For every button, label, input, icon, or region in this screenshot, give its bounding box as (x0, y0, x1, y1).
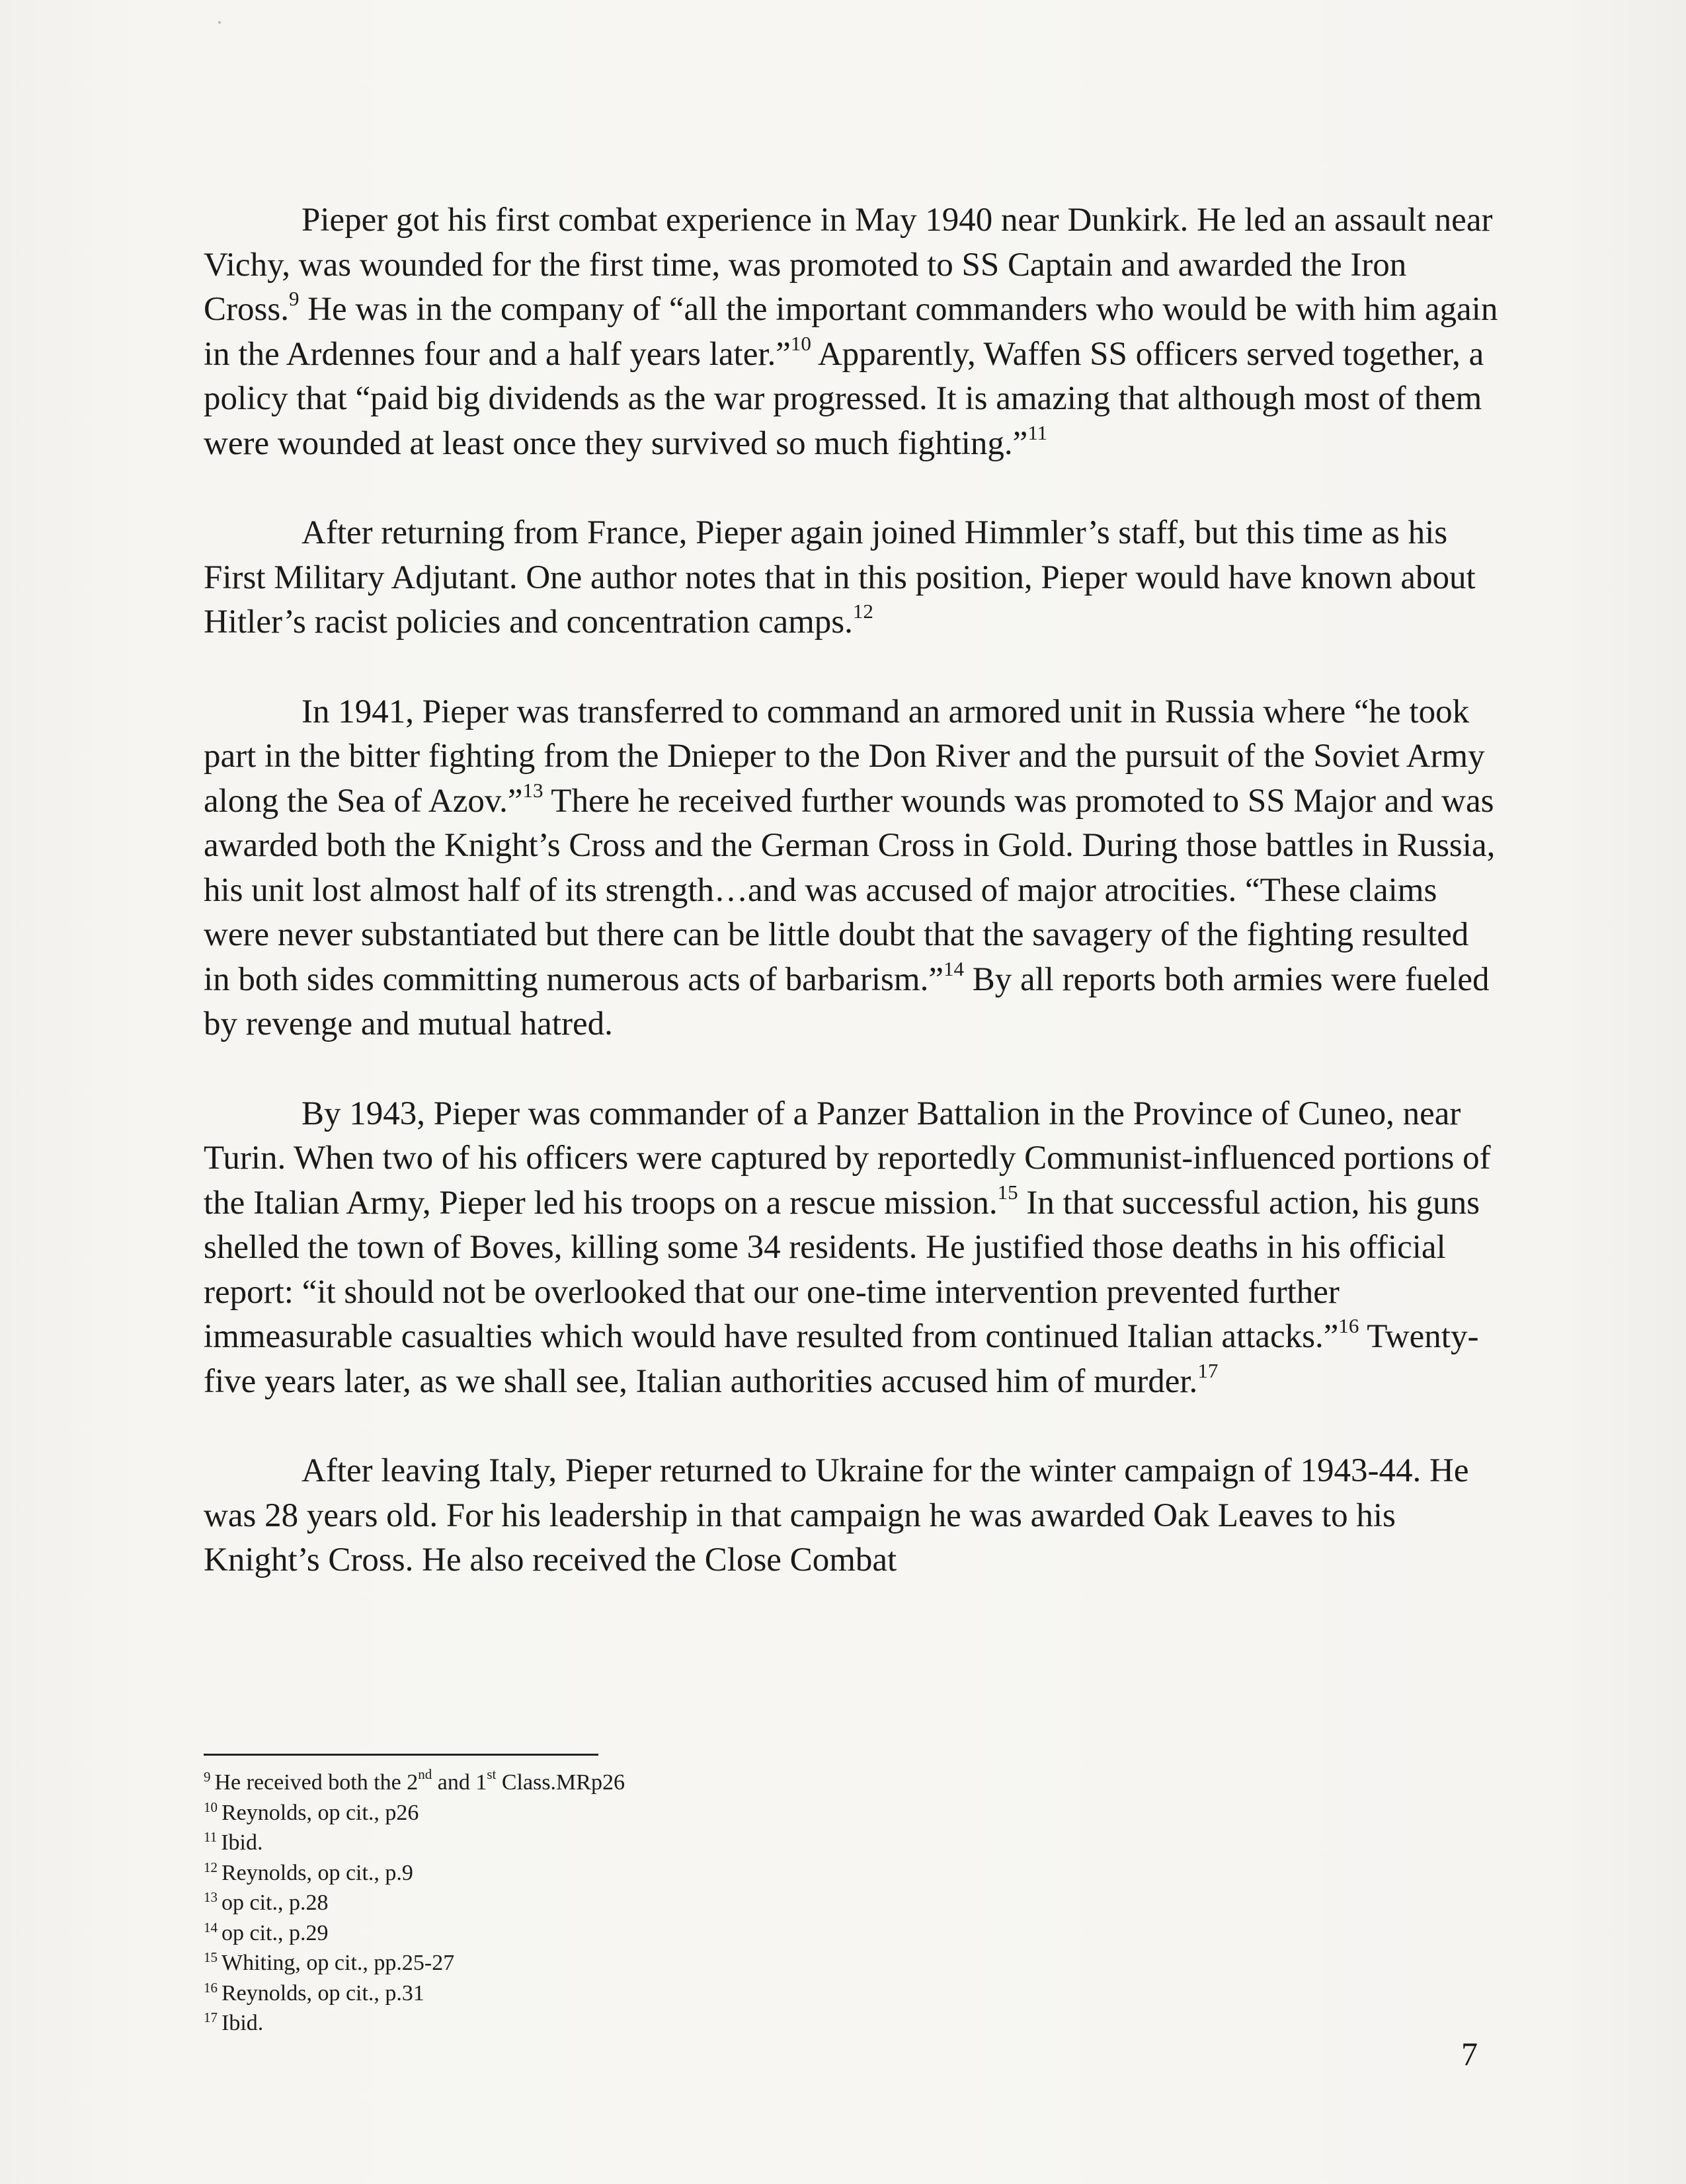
footnote-separator (204, 1754, 598, 1756)
footnote (204, 1920, 1195, 1950)
ordinal-suffix: st (487, 1766, 497, 1782)
footnote-text: Reynolds, op cit., p.31 (221, 1980, 424, 2006)
footnote-ref: 11 (1027, 420, 1048, 444)
footnote (204, 1799, 1195, 1830)
footnote (204, 1980, 1195, 2010)
footnote (204, 2009, 1195, 2040)
footnote (204, 1829, 1195, 1859)
paragraph-text: In 1941, Pieper was transferred to command an armored unit in Russia where “he took part in the bitter fighting from the Dnieper to the Don River and the pursuit of the Soviet Army along the Sea of Azov.” (204, 693, 1485, 820)
footnote-number: 9 (204, 1769, 211, 1785)
footnote (204, 1766, 1195, 1799)
footnote-number: 16 (204, 1979, 218, 1996)
footnote-number: 13 (204, 1889, 218, 1905)
paragraph-text: Apparently, Waffen SS officers served together, a policy that “paid big dividends as the war progressed. It is amazing that although most of them were wounded at least once they survived so much fighting.” (204, 335, 1484, 462)
footnote-number: 11 (204, 1829, 218, 1845)
footnote (204, 1889, 1195, 1920)
paragraph-text: Twenty-five years later, as we shall see, Italian authorities accused him of murder. (204, 1318, 1479, 1400)
footnote-ref: 9 (288, 287, 300, 310)
footnote-text: Class.MRp26 (496, 1770, 625, 1795)
footnote (204, 1859, 1195, 1890)
footnote-text: Whiting, op cit., pp.25-27 (221, 1951, 455, 1975)
footnote-ref: 17 (1197, 1358, 1219, 1382)
paragraph-text: By all reports both armies were fueled by revenge and mutual hatred. (204, 960, 1490, 1042)
body-text (204, 198, 1500, 1628)
scan-speck (218, 21, 221, 24)
footnote-ref: 12 (852, 600, 873, 623)
footnote-text: He received both the 2 (214, 1770, 419, 1795)
footnote-text: Reynolds, op cit., p26 (221, 1800, 419, 1825)
page-number: 7 (1461, 2035, 1478, 2072)
paragraph (204, 198, 1500, 466)
footnote-text: and 1 (432, 1770, 487, 1795)
ordinal-suffix: nd (418, 1766, 432, 1782)
footnote-text: op cit., p.28 (221, 1891, 329, 1915)
paragraph-text: After leaving Italy, Pieper returned to Ukraine for the winter campaign of 1943-44. He was 28 years old. For his leadership in that campaign he was awarded Oak Leaves to his Knight’s Cross. He also received the Close Combat (204, 1452, 1469, 1579)
paragraph-text: By 1943, Pieper was commander of a Panzer Battalion in the Province of Cuneo, near Turin. When two of his officers were captured by reportedly Communist-influenced portions of the Italian Army, Pieper led his troops on a rescue mission. (204, 1095, 1491, 1222)
footnote-ref: 13 (522, 778, 543, 802)
footnote-text: Ibid. (221, 2011, 264, 2035)
footnote-text: Ibid. (221, 1830, 263, 1855)
footnote-ref: 15 (997, 1180, 1018, 1204)
paragraph (204, 1092, 1500, 1405)
footnote-number: 10 (204, 1799, 218, 1815)
footnotes (204, 1766, 1195, 2040)
footnote-number: 15 (204, 1949, 218, 1965)
footnote-number: 12 (204, 1859, 218, 1875)
footnote-text: op cit., p.29 (221, 1920, 329, 1945)
paragraph-text: In that successful action, his guns shelled the town of Boves, killing some 34 residents. He justified those deaths in his official report: “it should not be overlooked that our one-time intervention prevented further immeasurable casualties which would have resulted from continued Italian attacks.” (204, 1184, 1480, 1355)
paragraph-text: After returning from France, Pieper again joined Himmler’s staff, but this time as his First Military Adjutant. One author notes that in this position, Pieper would have known about Hitler’s racist policies and concentration camps. (204, 514, 1476, 641)
footnote-text: Reynolds, op cit., p.9 (221, 1860, 413, 1885)
paragraph (204, 690, 1500, 1047)
footnote (204, 1949, 1195, 1980)
paragraph (204, 511, 1500, 645)
footnote-ref: 10 (790, 331, 811, 355)
footnote-number: 14 (204, 1919, 218, 1935)
paragraph (204, 1449, 1500, 1583)
paragraph-text: Pieper got his first combat experience in May 1940 near Dunkirk. He led an assault near Vichy, was wounded for the first time, was promoted to SS Captain and awarded the Iron Cross. (204, 202, 1493, 328)
footnote-number: 17 (204, 2009, 218, 2025)
paragraph-text: He was in the company of “all the important commanders who would be with him again in the Ardennes four and a half years later.” (204, 291, 1498, 373)
footnote-ref: 16 (1338, 1314, 1359, 1337)
footnote-ref: 14 (943, 956, 964, 980)
paragraph-text: There he received further wounds was promoted to SS Major and was awarded both the Knight’s Cross and the German Cross in Gold. During those battles in Russia, his unit lost almost half of its strength…and was accused of major atrocities. “These claims were never substantiated but there can be little doubt that the savagery of the fighting resulted in both sides committing numerous acts of barbarism.” (204, 782, 1496, 998)
